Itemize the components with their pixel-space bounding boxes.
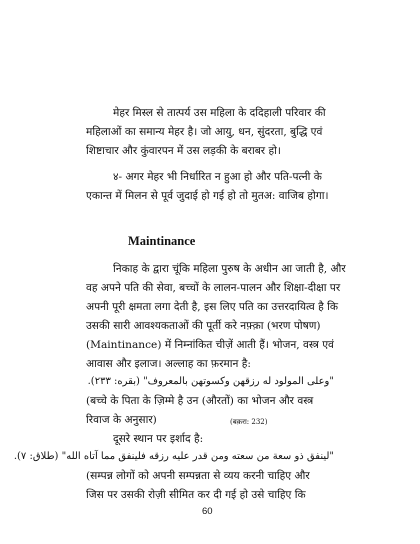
para2-line1: ४- अगर मेहर भी निर्धारित न हुआ हो और पति-पत्नी के xyxy=(113,171,322,183)
para3-line5: (Maintinance) में निम्नांकित चीज़ें आती हैं। भोजन, वस्त्र एवं xyxy=(86,339,334,351)
para1-line1: मेहर मिस्ल से तात्पर्य उस महिला के ददिहाली परिवार की xyxy=(113,107,326,119)
section-heading: Maintinance xyxy=(128,234,196,248)
quote2-arabic: "لينفق ذو سعة من سعته ومن قدر عليه رزقه فلينفق مما آتاه الله" (طلاق: ٧). xyxy=(13,451,334,462)
para3-line3: अपनी पूरी क्षमता लगा देती है, इस लिए पति का उत्तरदायित्व है कि xyxy=(86,301,338,313)
para3-line6: आवास और इलाज। अल्लाह का फ़रमान है: xyxy=(86,358,251,370)
quote1-reference: (बक़रा: 232) xyxy=(230,418,268,426)
page-number: 60 xyxy=(202,506,213,517)
quote1-arabic: "وعلى المولود له رزقهن وكسوتهن بالمعروف" (بقره: ٢٣٣). xyxy=(87,376,334,387)
para3-line1: निकाह के द्वारा चूंकि महिला पुरुष के अधीन आ जाती है, और xyxy=(113,263,346,275)
para4-line1: दूसरे स्थान पर इर्शाद है: xyxy=(113,433,204,445)
para1-line3: शिष्टाचार और कुंवारपन में उस लड़की के बराबर हो। xyxy=(86,145,281,157)
quote1-line2: रिवाज के अनुसार) xyxy=(86,414,157,426)
para1-line2: महिलाओं का समान्य मेहर है। जो आयु, धन, सुंदरता, बुद्धि एवं xyxy=(86,126,323,138)
quote1-line1: (बच्चे के पिता के ज़िम्मे है उन (औरतों) का भोजन और वस्त्र xyxy=(86,395,314,407)
para2-line2: एकान्त में मिलन से पूर्व जुदाई हो गई हो तो मुतअ: वाजिब होगा। xyxy=(86,190,329,202)
quote2-line1: (सम्पन्न लोगों को अपनी सम्पन्नता से व्यय करनी चाहिए और xyxy=(86,470,310,482)
para3-line4: उसकी सारी आवश्यकताओं की पूर्ती करे नफ़्क़ा (भरण पोषण) xyxy=(86,320,321,332)
para3-line2: वह अपने पति की सेवा, बच्चों के लालन-पालन और शिक्षा-दीक्षा पर xyxy=(86,282,341,294)
quote2-line2: जिस पर उसकी रोज़ी सीमित कर दी गई हो उसे चाहिए कि xyxy=(86,489,306,501)
